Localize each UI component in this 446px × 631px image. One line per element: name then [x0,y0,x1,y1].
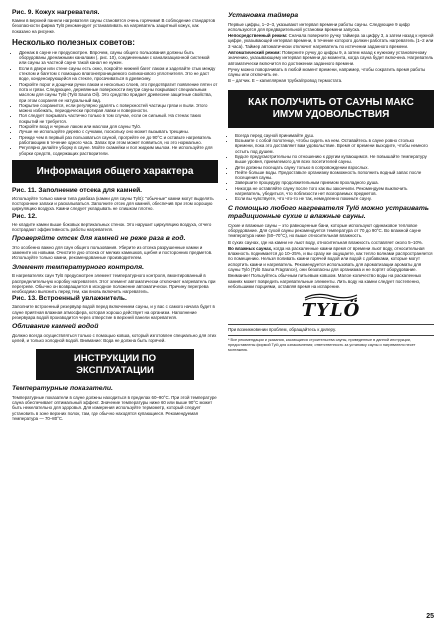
fig9-text: Камни в верхней панели нагревателя сауны становятся очень горячими! В соблюдение стандартов безопасности фирма Tylö рекомендует устанавливать на нагреватель защитный кожух, как показано на рисунке. [12,18,216,34]
enjoy-item: • Никогда не оставляйте сауну после того как вы закончили. Рекомендуем выключить нагреватель, убедиться, что поблизости нет возгораемых предметов. [235,186,434,197]
auto-mode-text: Поверните ручку до цифры 9, а затем назад к нужному установочному значению, указывающему интервал времени до момента, когда сауна будет включена. Нагреватель автоматически включится по достижении заданного времени. [228,49,434,66]
instructions-banner-line2: ЭКСПЛУАТАЦИИ [76,364,154,376]
tip-item: • Прежде чем в первый раз пользоваться сауной, прогрейте ее до 90°C и оставьте нагреватель работающим в течение одного часа. Запах при этом может появиться, но это нормально. [19,135,218,146]
tip-item: • Регулярно делайте уборку в сауне. Мойте скамейки и пол жидким мылом. Не используйте для уборки средств, содержащих растворители. [19,145,218,156]
dry-wet-title [228,205,434,222]
temp-control-title: Элемент температурного контроля. [12,263,145,271]
sprinkle-title: Обливание камней водой [12,323,99,331]
sprinkle-text: Должно всегда осуществляться только с помощью ковша, который изготовлен специально для этих целей, и только холодной водой. Внимание: Вода не должна быть горячей. [12,332,217,344]
timer-title: Установка таймера [228,12,299,19]
contact-dealer-text: При возникновении проблем, обращайтесь к дилеру. [228,327,336,333]
tip-item: • Покрытие сохранится, если регулярно удалять с поверхностей частицы грязи и пыли. Этого можно избежать, периодически протирая лавки и поверхности. [19,103,218,114]
fig13-text: Заполните встроенный резервуар водой перед включением сауны, и у вас с самого начала будет в сауне приятная влажная атмосфера, которая хорошо действует на организм. Наполнение резервуара водой производится через отверстие в верхней панели нагревателя. [12,304,215,320]
fig11-title: Рис. 11. Заполнение отсека для камней. [12,186,143,194]
dry-wet-title-line2: традиционные сухие и влажные сауны. [228,213,366,221]
enjoy-item: • Пейте больше воды. Предоставьте организму возможность пополнить водный запас после посещения сауны. [235,170,434,181]
instructions-banner [36,349,194,380]
temperature-title: Температурные показатели. [12,385,113,393]
timer-text: Первые цифры, 1–2–3, указывают интервал времени работы сауны. Следующие 9 цифр используются для предварительной установки времени запуска. [228,21,410,32]
wet-sauna-title: Во влажных саунах, [228,245,273,251]
fig9-title: Рис. 9. Кожух нагревателя. [12,9,100,16]
fig12-text: Не кладите камни выше боковых вертикальных стенок. Это нарушит циркуляцию воздуха, отчего пострадают эффективность работы нагревателя. [12,221,212,233]
separator [228,324,434,325]
direct-mode-title: Непосредственный режим: [228,33,288,39]
enjoy-list [228,133,434,202]
tip-item: • Покройте вход и черные лаком или маслом для сауны Tylö. [19,124,218,129]
enjoy-item: • Будьте предусмотрительны по отношению к другим купающимся. Не повышайте температуру выше уровня, приемлемого для всех посетителей сауны. [235,154,434,165]
enjoy-sauna-banner [228,90,434,128]
stone-check-text: Это особенно важно для саун общего пользования. Уберите из отсека разрушенные камни и замените их новыми. Очистите дно отсека от мелких камешков, щебня и посторонних предметов. Используйте только камни, рекомендованные производителем. [12,244,213,261]
tip-item: • Если в двери или стене сауны есть окно, покройте нижней багет лаком и заделайте стык между стеклом и багетом с помощью влагонепроницаемого силиконового уплотнителя. Это не даст воде, конденсирующейся на стекле, просачиваться в древесину. [19,66,218,82]
left-column [12,9,218,422]
auto-mode [228,50,434,66]
enjoy-item: • Возьмите с собой полотенце, чтобы сидеть на нем. Оставайтесь в сауне ровно столько времени, пока это доставляет вам удовольствие. Время от времени выходите, чтобы немного остыть под душем. [235,138,434,154]
enjoy-banner-line2: ИМУМ УДОВОЛЬСТВИЯ [272,108,390,120]
tip-item: • Дренаж в сауне не предусмотрен. Впрочем, сауны общего пользования должны быть оборудованы дренажными каналами (. рис. 10), соединенными с канализационной системой или сауны за частной сауне такой канал не нужен. [19,50,218,66]
stone-check-title: Проверяйте отсек для камней не реже раза в год. [12,235,186,243]
page-number: 25 [426,613,434,620]
tip-item: • Пол следует покрывать частично только в том случае, если он сильный. На стенах таких покрытий не требуется. [19,113,218,124]
dry-wet-text: Сухие и влажные сауны – это равноценные бани, которые используют одинаковое тепловое оборудование. Для сухой сауны рекомендуется температура от 70 до 90°C. Во влажной сауне температура ниже (50–70°C), но выше относительная влажность. [228,222,422,239]
enjoy-item: • Всегда перед сауной принимайте душ. [235,133,434,138]
tylo-logo-text: TYLÖ [301,300,361,322]
general-info-banner: Информация общего характера [12,160,218,183]
enjoy-item: • Дети должны посещать сауну только в сопровождении взрослых. [235,165,434,170]
enjoy-banner-line1: КАК ПОЛУЧИТЬ ОТ САУНЫ МАКС [248,96,414,108]
wet-more-text: Внимание! Пользуйтесь обычным питьевым ковшом. Малое количество воды на раскаленных камнях может повредить нагревательные элементы. Лить воду на камни следует постепенно, небольшими порциями, оставляя время на испарение. [228,273,422,289]
temp-control-text: В нагревателях саун Tylö предусмотрен элемент температурного контроля, вмонтированный в распределительную коробку нагревателя. Этот элемент автоматически отключает нагреватель при перегреве. Обычно он возвращается в исходное положение автоматически. Причину перегрева необходимо выяснить перед тем, как вновь включить нагреватель. [12,273,216,295]
tip-item: • Лучше не используйте дерево с сучками, поскольку оно может вызывать трещины. [19,129,218,134]
wet-sauna [228,246,434,272]
temperature-text: Температурные показатели в сауне должны находиться в пределах 60–90°C. При этой температуре сауна обеспечивает оптимальный эффект. Значение температуры ниже 60 или выше 90°C может быть нежелательно для здоровья. Для измерения используйте термометр, который следует установить в зоне верхних полок, там, где обычно находятся купающиеся. Рекомендуемая температура — 70–80°C. [12,394,217,422]
dry-sub-text: В сухих саунах, где на камни не льют воду, относительная влажность составляет около 5–10%. [228,239,424,245]
right-column [228,9,434,352]
fig12-title: Рис. 12. [12,212,37,220]
footnote: * Все рекомендации и указания, касающиеся строительства сауны, приведенные в данной инструкции, предоставлены фирмой Tylö для ознакомления; ответственность за установку сауны и нагревателя несет монтажник. [228,338,416,352]
direct-mode [228,33,434,49]
dry-wet-title-line1: С помощью любого нагревателя Tylö можно устраивать [228,204,429,212]
auto-mode-title: Автоматический режим: [228,49,281,55]
enjoy-item: • Завершите процедуру продолжительным приемом прохладного душа. [235,180,434,185]
enjoy-item: • Если вы чувствуете, что что-то не так, немедленно покиньте сауну. [235,196,434,201]
manual-text: Ручку можно поворачивать в любой момент времени, например, чтобы сократить время работы сауны или отключить ее. [228,66,426,78]
tip-item: • Покройте порог и дощечки ручки лаком и несколько слоев, это предотвратит появление пятен от пота и грязи. Следующее, деревянные поверхности внутри сауны покрывают специальным маслом для сауны Tylö (Tylö Sauna Oil). Это средство придает древесине защитные свойства, при этом сохраняя ее натуральный вид. [19,82,218,103]
timer-tail: В – датчик. Е – капиллярная трубка/провод термостата. [228,78,343,84]
tylo-logo-mark [301,292,361,321]
wet-sauna-text: когда на раскаленные камни время от времени льют воду, относительная влажность поднимается до 10–25%, и вы сразу же ощущаете, как тепло волнами распространяется по помещению. Нельзя поливать камни горячей водой или водой с добавками, которые могут испортить камни и нагреватель. Рекомендуется использовать для ароматизации ароматы для сауны Tylö (Tylö Sauna Fragrance), они безопасны для организма и не портят оборудование. [228,245,433,272]
instructions-banner-line1: ИНСТРУКЦИИ ПО [73,353,157,365]
fig13-title: Рис. 13. Встроенный увлажнитель. [12,295,127,303]
tips-list [12,50,218,156]
direct-mode-text: Сначала поверните ручку таймера за цифру 3, а затем назад к нужной цифре, указывающей интервал времени, в течение которого должен работать нагреватель (1–2 или 3 часа). Таймер автоматически отключит нагреватель по истечении заданного времени. [228,33,434,49]
fig11-text: Используйте только камни типа диабаза (камни для сауны Tylö): "обычные" камни могут выделять посторонние запахи и раскалываться. Заполните отсек для камней, обеспечив при этом хорошую циркуляцию воздуха. Камни следует укладывать не слишком плотно. [12,195,214,212]
tylo-logo [228,292,434,321]
separator [228,335,434,336]
tips-title: Несколько полезных советов: [12,37,136,47]
